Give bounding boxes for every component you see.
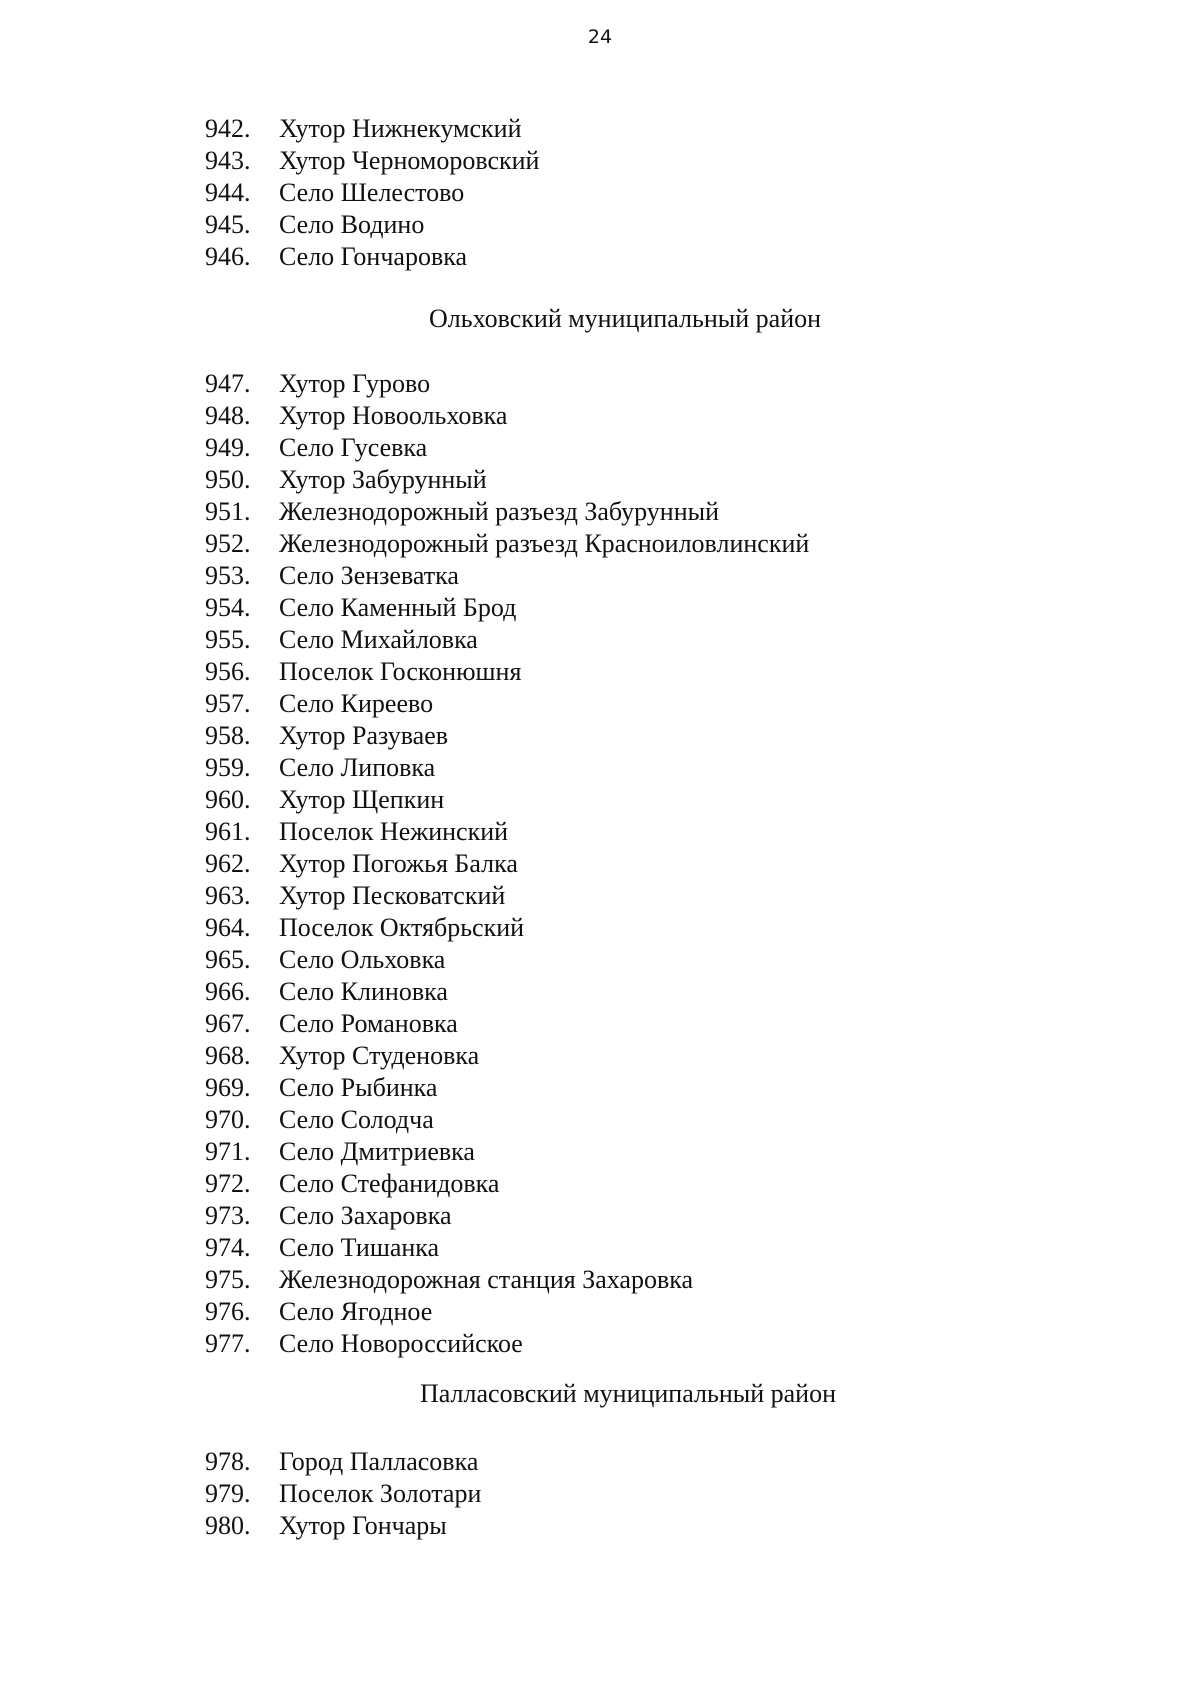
item-number: 971. <box>205 1137 251 1166</box>
item-number: 969. <box>205 1073 251 1102</box>
item-number: 950. <box>205 465 251 494</box>
item-number: 943. <box>205 146 251 175</box>
list-item <box>0 1446 1200 1478</box>
list-item <box>0 784 1200 816</box>
item-number: 962. <box>205 849 251 878</box>
settlement-list-continued <box>0 113 1200 273</box>
list-item <box>0 1232 1200 1264</box>
item-number: 953. <box>205 561 251 590</box>
page-number: 24 <box>587 26 613 48</box>
list-item <box>0 1040 1200 1072</box>
settlement-list <box>0 368 1200 1360</box>
item-number: 965. <box>205 945 251 974</box>
item-number: 954. <box>205 593 251 622</box>
list-item <box>0 912 1200 944</box>
item-name: Село Романовка <box>279 1009 458 1038</box>
item-number: 945. <box>205 210 251 239</box>
list-item <box>0 464 1200 496</box>
item-number: 944. <box>205 178 251 207</box>
item-name: Село Гончаровка <box>279 242 468 271</box>
list-item <box>0 848 1200 880</box>
item-name: Село Михайловка <box>279 625 478 654</box>
list-item <box>0 113 1200 145</box>
list-item <box>0 368 1200 400</box>
item-name: Село Водино <box>279 210 425 239</box>
item-number: 946. <box>205 242 251 271</box>
list-item <box>0 880 1200 912</box>
item-number: 977. <box>205 1329 251 1358</box>
item-number: 948. <box>205 401 251 430</box>
item-number: 966. <box>205 977 251 1006</box>
item-name: Село Гусевка <box>279 433 428 462</box>
list-item <box>0 209 1200 241</box>
item-number: 961. <box>205 817 251 846</box>
item-number: 974. <box>205 1233 251 1262</box>
item-name: Город Палласовка <box>279 1447 479 1476</box>
item-name: Железнодорожный разъезд Красноиловлинский <box>279 529 810 558</box>
item-name: Село Шелестово <box>279 178 465 207</box>
list-item <box>0 1200 1200 1232</box>
list-item <box>0 496 1200 528</box>
item-name: Хутор Новоольховка <box>279 401 508 430</box>
item-name: Село Дмитриевка <box>279 1137 475 1166</box>
district-heading: Ольховский муниципальный район <box>428 304 822 333</box>
item-name: Поселок Золотари <box>279 1479 482 1508</box>
item-number: 949. <box>205 433 251 462</box>
item-number: 978. <box>205 1447 251 1476</box>
item-name: Хутор Разуваев <box>279 721 449 750</box>
list-item <box>0 944 1200 976</box>
item-name: Железнодорожная станция Захаровка <box>279 1265 694 1294</box>
item-name: Железнодорожный разъезд Забурунный <box>279 497 719 526</box>
item-number: 970. <box>205 1105 251 1134</box>
item-name: Поселок Госконюшня <box>279 657 522 686</box>
item-name: Село Стефанидовка <box>279 1169 500 1198</box>
item-name: Село Киреево <box>279 689 434 718</box>
list-item <box>0 400 1200 432</box>
list-item <box>0 528 1200 560</box>
list-item <box>0 976 1200 1008</box>
list-item <box>0 592 1200 624</box>
item-number: 975. <box>205 1265 251 1294</box>
item-name: Хутор Нижнекумский <box>279 114 522 143</box>
item-number: 955. <box>205 625 251 654</box>
item-name: Хутор Черноморовский <box>279 146 540 175</box>
item-name: Село Тишанка <box>279 1233 440 1262</box>
list-item <box>0 1136 1200 1168</box>
item-name: Хутор Студеновка <box>279 1041 480 1070</box>
item-name: Село Каменный Брод <box>279 593 517 622</box>
item-number: 952. <box>205 529 251 558</box>
list-item <box>0 1104 1200 1136</box>
list-item <box>0 177 1200 209</box>
list-item <box>0 432 1200 464</box>
item-name: Хутор Песковатский <box>279 881 506 910</box>
item-name: Село Новороссийское <box>279 1329 523 1358</box>
list-item <box>0 656 1200 688</box>
item-number: 958. <box>205 721 251 750</box>
list-item <box>0 1008 1200 1040</box>
item-number: 964. <box>205 913 251 942</box>
item-name: Село Зензеватка <box>279 561 459 590</box>
list-item <box>0 624 1200 656</box>
item-number: 980. <box>205 1511 251 1540</box>
list-item <box>0 145 1200 177</box>
item-number: 968. <box>205 1041 251 1070</box>
item-name: Поселок Октябрьский <box>279 913 525 942</box>
item-name: Хутор Гурово <box>279 369 431 398</box>
item-number: 972. <box>205 1169 251 1198</box>
list-item <box>0 1510 1200 1542</box>
list-item <box>0 1328 1200 1360</box>
item-name: Село Захаровка <box>279 1201 452 1230</box>
item-name: Село Рыбинка <box>279 1073 438 1102</box>
item-name: Село Липовка <box>279 753 436 782</box>
list-item <box>0 752 1200 784</box>
item-number: 951. <box>205 497 251 526</box>
item-name: Село Ягодное <box>279 1297 433 1326</box>
item-name: Село Ольховка <box>279 945 446 974</box>
item-number: 957. <box>205 689 251 718</box>
item-number: 960. <box>205 785 251 814</box>
item-name: Хутор Гончары <box>279 1511 447 1540</box>
item-name: Село Клиновка <box>279 977 448 1006</box>
item-number: 979. <box>205 1479 251 1508</box>
item-name: Хутор Щепкин <box>279 785 445 814</box>
list-item <box>0 688 1200 720</box>
item-number: 976. <box>205 1297 251 1326</box>
item-number: 942. <box>205 114 251 143</box>
item-number: 963. <box>205 881 251 910</box>
item-number: 967. <box>205 1009 251 1038</box>
list-item <box>0 720 1200 752</box>
item-name: Село Солодча <box>279 1105 434 1134</box>
settlement-list <box>0 1446 1200 1542</box>
list-item <box>0 816 1200 848</box>
item-name: Поселок Нежинский <box>279 817 509 846</box>
item-number: 956. <box>205 657 251 686</box>
list-item <box>0 241 1200 273</box>
list-item <box>0 560 1200 592</box>
list-item <box>0 1296 1200 1328</box>
item-name: Хутор Забурунный <box>279 465 487 494</box>
list-item <box>0 1264 1200 1296</box>
item-number: 959. <box>205 753 251 782</box>
district-heading: Палласовский муниципальный район <box>420 1379 836 1408</box>
item-number: 973. <box>205 1201 251 1230</box>
list-item <box>0 1072 1200 1104</box>
item-number: 947. <box>205 369 251 398</box>
list-item <box>0 1478 1200 1510</box>
item-name: Хутор Погожья Балка <box>279 849 518 878</box>
list-item <box>0 1168 1200 1200</box>
